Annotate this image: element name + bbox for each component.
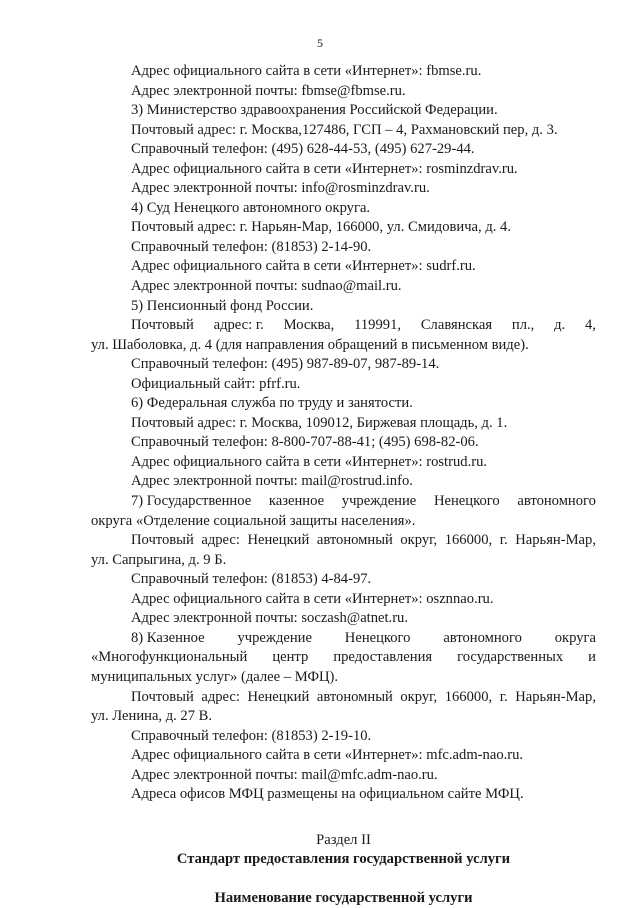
word: 166000, (444, 688, 493, 705)
word: Москва, (283, 317, 335, 334)
text-line: ул. Сапрыгина, д. 9 Б. (91, 551, 227, 568)
word: 7) Государственное (131, 493, 252, 510)
word: адрес: (201, 532, 240, 549)
word: и (588, 649, 596, 666)
text-line: Справочный телефон: 8-800-707-88-41; (495) 698-82-06. (131, 434, 479, 451)
text-line: Почтовый адрес: г. Москва,127486, ГСП – 4, Рахмановский пер, д. 3. (131, 121, 558, 138)
word: 4, (585, 317, 596, 334)
text-line: муниципальных услуг» (далее – МФЦ). (91, 668, 339, 685)
text-line: Справочный телефон: (495) 628-44-53, (495) 627-29-44. (131, 141, 475, 158)
word: Ненецкий (247, 688, 310, 705)
justified-line (91, 316, 596, 336)
text-line: Адрес электронной почты: soczash@atnet.ru. (131, 610, 409, 627)
section-label: Раздел II (316, 831, 371, 848)
text-line: Адрес электронной почты: mail@rostrud.info. (131, 473, 413, 490)
word: адрес: г. (213, 317, 264, 334)
text-line: Адрес электронной почты: sudnao@mail.ru. (131, 278, 402, 295)
word: 166000, (444, 532, 493, 549)
page-number: 5 (317, 36, 323, 50)
word: Почтовый (131, 317, 194, 334)
text-line: Почтовый адрес: г. Москва, 109012, Биржевая площадь, д. 1. (131, 414, 508, 431)
justified-line (91, 492, 596, 512)
text-line: Официальный сайт: pfrf.ru. (131, 375, 301, 392)
text-line: 6) Федеральная служба по труду и занятости. (131, 395, 413, 412)
subsection-title: Наименование государственной услуги (214, 889, 473, 906)
word: Нарьян-Мар, (515, 688, 596, 705)
text-line: Справочный телефон: (81853) 4-84-97. (131, 571, 372, 588)
text-line: Справочный телефон: (81853) 2-19-10. (131, 727, 372, 744)
word: округ, (400, 532, 438, 549)
word: г. (499, 688, 508, 705)
word: Ненецкого (433, 493, 500, 510)
word: 8) Казенное (131, 629, 205, 646)
text-line: Справочный телефон: (495) 987-89-07, 987-89-14. (131, 356, 440, 373)
word: предоставления (333, 649, 433, 666)
word: центр (272, 649, 309, 666)
word: округ, (400, 688, 438, 705)
justified-line (91, 629, 596, 649)
text-line: 3) Министерство здравоохранения Российской Федерации. (131, 102, 498, 119)
text-line: 4) Суд Ненецкого автономного округа. (131, 199, 371, 216)
word: автономного (443, 629, 522, 646)
text-line: Справочный телефон: (81853) 2-14-90. (131, 238, 372, 255)
justified-line (91, 531, 596, 551)
justified-line (91, 648, 596, 668)
text-line: Адрес официального сайта в сети «Интернет»: mfc.adm-nao.ru. (131, 747, 524, 764)
justified-line (91, 688, 596, 708)
word: 119991, (354, 317, 402, 334)
text-line: 5) Пенсионный фонд России. (131, 297, 314, 314)
word: Почтовый (131, 688, 194, 705)
document-body (91, 62, 596, 908)
text-line: Адрес официального сайта в сети «Интернет»: rosminzdrav.ru. (131, 160, 518, 177)
word: учреждение (341, 493, 417, 510)
word: казенное (268, 493, 325, 510)
text-line: Адрес официального сайта в сети «Интернет»: sudrf.ru. (131, 258, 476, 275)
text-line: Почтовый адрес: г. Нарьян-Мар, 166000, ул. Смидовича, д. 4. (131, 219, 511, 236)
word: Почтовый (131, 532, 194, 549)
section-title: Стандарт предоставления государственной услуги (176, 851, 511, 868)
word: автономного (517, 493, 596, 510)
text-line: ул. Шаболовка, д. 4 (для направления обращений в письменном виде). (91, 336, 529, 353)
text-line: Адрес официального сайта в сети «Интернет»: osznnao.ru. (131, 590, 494, 607)
word: автономный (316, 688, 393, 705)
word: автономный (316, 532, 393, 549)
word: д. (554, 317, 566, 334)
word: г. (499, 532, 508, 549)
text-line: Адреса офисов МФЦ размещены на официальном сайте МФЦ. (131, 786, 524, 803)
word: «Многофункциональный (91, 649, 248, 666)
word: Ненецкий (247, 532, 310, 549)
word: Славянская (420, 317, 493, 334)
text-line: Адрес электронной почты: mail@mfc.adm-nao.ru. (131, 766, 438, 783)
text-line: ул. Ленина, д. 27 В. (91, 708, 213, 725)
word: Ненецкого (344, 629, 411, 646)
word: округа (554, 629, 596, 646)
word: пл., (511, 317, 535, 334)
word: Нарьян-Мар, (515, 532, 596, 549)
text-line: Адрес электронной почты: fbmse@fbmse.ru. (131, 82, 406, 99)
text-line: округа «Отделение социальной защиты населения». (91, 512, 416, 529)
text-line: Адрес официального сайта в сети «Интернет»: rostrud.ru. (131, 453, 488, 470)
text-line: Адрес официального сайта в сети «Интернет»: fbmse.ru. (131, 63, 482, 79)
word: адрес: (201, 688, 240, 705)
word: государственных (457, 649, 564, 666)
word: учреждение (237, 629, 312, 646)
text-line: Адрес электронной почты: info@rosminzdrav.ru. (131, 180, 430, 197)
